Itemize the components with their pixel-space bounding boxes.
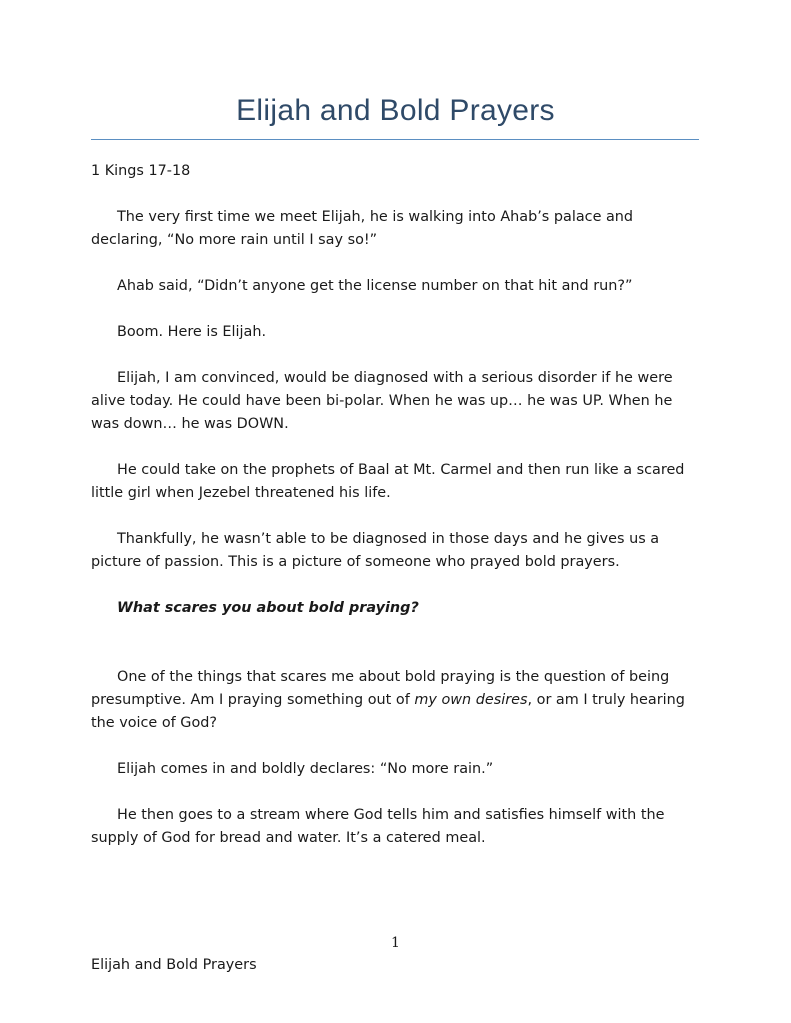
page-number: 1	[391, 935, 400, 951]
paragraph-presumptive	[91, 666, 701, 735]
paragraph-catered-meal: He then goes to a stream where God tells him and satisfies himself with the supply of God for bread and water. It’s a catered meal.	[91, 807, 665, 846]
reflection-question: What scares you about bold praying?	[117, 600, 419, 616]
paragraph-passion: Thankfully, he wasn’t able to be diagnosed in those days and he gives us a picture of passion. This is a picture of someone who prayed bold prayers.	[91, 531, 660, 570]
presumptive-emphasis: my own desires	[414, 692, 528, 708]
paragraph-first-meeting: The very first time we meet Elijah, he is walking into Ahab’s palace and declaring, “No more rain until I say so!”	[91, 209, 634, 248]
title-underline	[91, 139, 699, 140]
page-title: Elijah and Bold Prayers	[236, 94, 555, 127]
presumptive-text-after: , or am I truly hearing the voice of God?	[91, 692, 685, 731]
paragraph-boom: Boom. Here is Elijah.	[117, 324, 267, 340]
paragraph-diagnosis: Elijah, I am convinced, would be diagnosed with a serious disorder if he were alive today. He could have been bi-polar. When he was up… he was UP. When he was down… he was DOWN.	[91, 370, 673, 432]
scripture-reference: 1 Kings 17-18	[91, 163, 191, 179]
paragraph-no-more-rain: Elijah comes in and boldly declares: “No more rain.”	[117, 761, 494, 777]
paragraph-ahab-quote: Ahab said, “Didn’t anyone get the license number on that hit and run?”	[117, 278, 633, 294]
document-body	[91, 160, 701, 873]
page-footer: Elijah and Bold Prayers	[91, 957, 257, 973]
paragraph-mt-carmel: He could take on the prophets of Baal at Mt. Carmel and then run like a scared little girl when Jezebel threatened his life.	[91, 462, 685, 501]
presumptive-text-before: One of the things that scares me about bold praying is the question of being presumptive. Am I praying something out of	[91, 669, 670, 708]
